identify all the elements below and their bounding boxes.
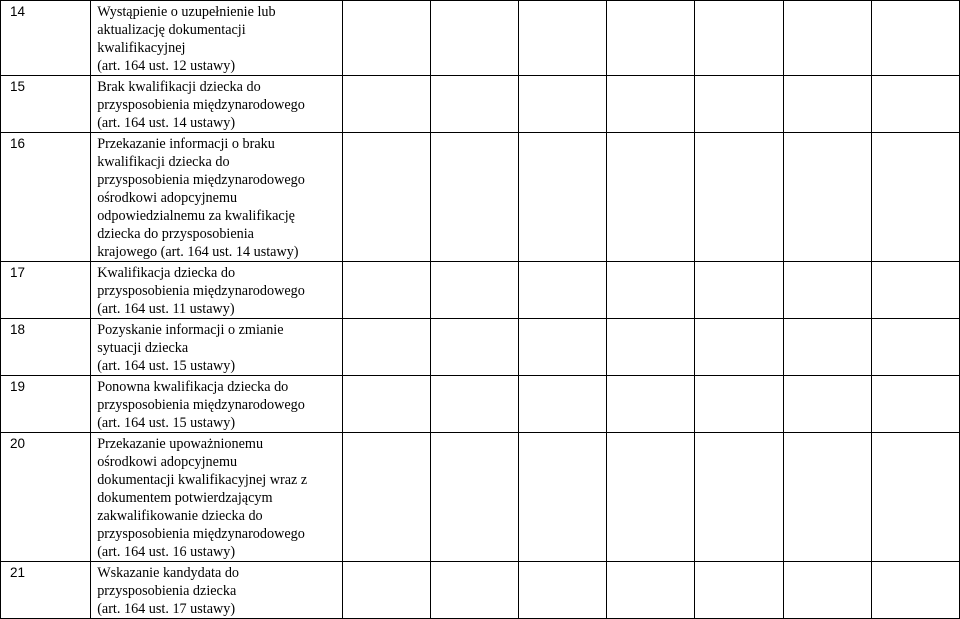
description-line: przysposobienia dziecka bbox=[97, 583, 237, 599]
empty-cell bbox=[783, 76, 871, 133]
table-row bbox=[1, 376, 960, 433]
empty-cell bbox=[783, 262, 871, 319]
table-row bbox=[1, 433, 960, 562]
empty-cell bbox=[342, 133, 430, 262]
empty-cell bbox=[871, 76, 959, 133]
empty-cell bbox=[519, 562, 607, 619]
empty-cell bbox=[342, 76, 430, 133]
empty-cell bbox=[607, 76, 695, 133]
description-line: dokumentem potwierdzającym bbox=[97, 490, 273, 506]
empty-cell bbox=[607, 1, 695, 76]
empty-cell bbox=[783, 133, 871, 262]
description-line: Przekazanie upoważnionemu bbox=[97, 436, 264, 452]
empty-cell bbox=[871, 376, 959, 433]
empty-cell bbox=[695, 376, 783, 433]
empty-cell bbox=[607, 262, 695, 319]
description-line: Brak kwalifikacji dziecka do bbox=[97, 79, 261, 95]
empty-cell bbox=[783, 1, 871, 76]
description-line: Pozyskanie informacji o zmianie bbox=[97, 322, 284, 338]
empty-cell bbox=[607, 319, 695, 376]
empty-cell bbox=[871, 433, 959, 562]
empty-cell bbox=[430, 133, 518, 262]
row-number: 15 bbox=[1, 76, 91, 133]
table-row bbox=[1, 76, 960, 133]
description-line: (art. 164 ust. 14 ustawy) bbox=[97, 115, 236, 131]
empty-cell bbox=[430, 562, 518, 619]
row-number: 19 bbox=[1, 376, 91, 433]
empty-cell bbox=[519, 376, 607, 433]
description-line: przysposobienia międzynarodowego bbox=[97, 397, 305, 413]
description-line: Przekazanie informacji o braku bbox=[97, 136, 275, 152]
empty-cell bbox=[519, 433, 607, 562]
description-line: ośrodkowi adopcyjnemu bbox=[97, 190, 238, 206]
row-description bbox=[91, 76, 343, 133]
row-description bbox=[91, 376, 343, 433]
empty-cell bbox=[519, 319, 607, 376]
table-row bbox=[1, 1, 960, 76]
table-row bbox=[1, 262, 960, 319]
empty-cell bbox=[695, 262, 783, 319]
description-line: krajowego (art. 164 ust. 14 ustawy) bbox=[97, 244, 299, 260]
empty-cell bbox=[342, 319, 430, 376]
description-line: kwalifikacji dziecka do bbox=[97, 154, 230, 170]
row-number: 14 bbox=[1, 1, 91, 76]
row-description bbox=[91, 1, 343, 76]
description-line: Kwalifikacja dziecka do bbox=[97, 265, 236, 281]
empty-cell bbox=[342, 1, 430, 76]
description-line: ośrodkowi adopcyjnemu bbox=[97, 454, 238, 470]
row-description bbox=[91, 562, 343, 619]
empty-cell bbox=[695, 133, 783, 262]
description-line: kwalifikacyjnej bbox=[97, 40, 186, 56]
row-number: 18 bbox=[1, 319, 91, 376]
empty-cell bbox=[695, 562, 783, 619]
empty-cell bbox=[430, 433, 518, 562]
empty-cell bbox=[871, 133, 959, 262]
description-line: odpowiedzialnemu za kwalifikację bbox=[97, 208, 295, 224]
description-line: przysposobienia międzynarodowego bbox=[97, 97, 305, 113]
empty-cell bbox=[695, 319, 783, 376]
row-number: 21 bbox=[1, 562, 91, 619]
row-description bbox=[91, 133, 343, 262]
empty-cell bbox=[342, 376, 430, 433]
description-line: (art. 164 ust. 15 ustawy) bbox=[97, 415, 236, 431]
empty-cell bbox=[695, 1, 783, 76]
empty-cell bbox=[871, 319, 959, 376]
empty-cell bbox=[871, 262, 959, 319]
row-description bbox=[91, 319, 343, 376]
empty-cell bbox=[607, 433, 695, 562]
empty-cell bbox=[695, 76, 783, 133]
row-description bbox=[91, 433, 343, 562]
description-line: (art. 164 ust. 15 ustawy) bbox=[97, 358, 236, 374]
description-line: dziecka do przysposobienia bbox=[97, 226, 254, 242]
description-line: Wystąpienie o uzupełnienie lub bbox=[97, 4, 276, 20]
row-number: 17 bbox=[1, 262, 91, 319]
empty-cell bbox=[430, 376, 518, 433]
empty-cell bbox=[342, 262, 430, 319]
empty-cell bbox=[783, 319, 871, 376]
empty-cell bbox=[607, 133, 695, 262]
table-row bbox=[1, 562, 960, 619]
row-number: 16 bbox=[1, 133, 91, 262]
empty-cell bbox=[519, 133, 607, 262]
description-line: sytuacji dziecka bbox=[97, 340, 189, 356]
description-line: (art. 164 ust. 12 ustawy) bbox=[97, 58, 236, 74]
empty-cell bbox=[430, 262, 518, 319]
description-line: aktualizację dokumentacji bbox=[97, 22, 246, 38]
empty-cell bbox=[519, 1, 607, 76]
empty-cell bbox=[607, 562, 695, 619]
empty-cell bbox=[783, 376, 871, 433]
row-number: 20 bbox=[1, 433, 91, 562]
table-row bbox=[1, 319, 960, 376]
empty-cell bbox=[607, 376, 695, 433]
empty-cell bbox=[430, 319, 518, 376]
description-line: Ponowna kwalifikacja dziecka do bbox=[97, 379, 289, 395]
table-row bbox=[1, 133, 960, 262]
empty-cell bbox=[783, 562, 871, 619]
description-line: Wskazanie kandydata do bbox=[97, 565, 240, 581]
empty-cell bbox=[519, 262, 607, 319]
empty-cell bbox=[783, 433, 871, 562]
empty-cell bbox=[871, 562, 959, 619]
description-line: przysposobienia międzynarodowego bbox=[97, 172, 305, 188]
description-line: (art. 164 ust. 17 ustawy) bbox=[97, 601, 236, 617]
description-line: dokumentacji kwalifikacyjnej wraz z bbox=[97, 472, 308, 488]
empty-cell bbox=[342, 562, 430, 619]
description-line: (art. 164 ust. 11 ustawy) bbox=[97, 301, 235, 317]
empty-cell bbox=[342, 433, 430, 562]
description-line: przysposobienia międzynarodowego bbox=[97, 526, 305, 542]
empty-cell bbox=[695, 433, 783, 562]
empty-cell bbox=[871, 1, 959, 76]
row-description bbox=[91, 262, 343, 319]
description-line: (art. 164 ust. 16 ustawy) bbox=[97, 544, 236, 560]
description-line: zakwalifikowanie dziecka do bbox=[97, 508, 263, 524]
empty-cell bbox=[519, 76, 607, 133]
empty-cell bbox=[430, 76, 518, 133]
description-line: przysposobienia międzynarodowego bbox=[97, 283, 305, 299]
empty-cell bbox=[430, 1, 518, 76]
